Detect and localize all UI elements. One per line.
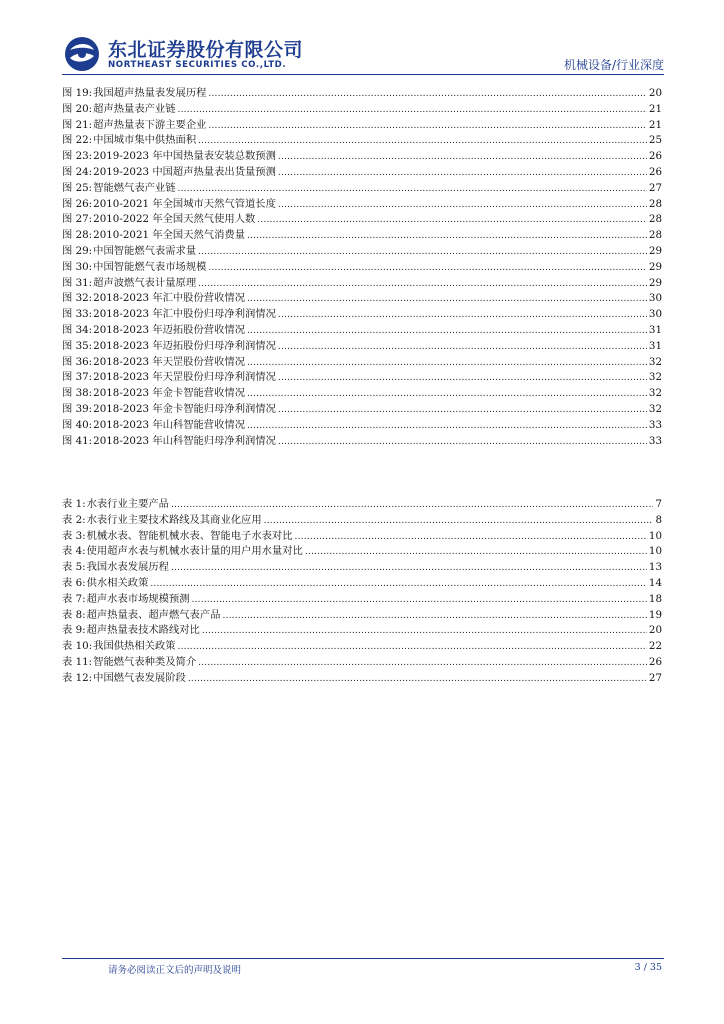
report-category: 机械设备/行业深度: [563, 58, 664, 72]
entry-title: 我国超声热量表发展历程: [93, 87, 207, 99]
entry-label: 图 29:: [62, 244, 93, 257]
table-index-list: [62, 497, 662, 687]
entry-page-number: 26: [648, 150, 662, 163]
entry-label: 图 23:: [62, 150, 93, 163]
entry-page-number: 14: [648, 576, 662, 589]
dot-leader: [247, 356, 647, 372]
entry-label: 表 1:: [62, 498, 86, 510]
entry-page-number: 10: [648, 545, 662, 558]
table-index-entry[interactable]: [62, 655, 662, 671]
table-index-entry[interactable]: [62, 576, 662, 592]
entry-label: 表 2:: [62, 513, 86, 526]
entry-label: 图 39:: [62, 402, 93, 415]
figure-index-entry[interactable]: [62, 402, 662, 418]
dot-leader: [178, 103, 647, 119]
entry-title: 超声水表市场规模预测: [86, 592, 190, 605]
entry-title: 2010-2021 年全国城市天然气管道长度: [93, 197, 276, 210]
table-index-entry[interactable]: [62, 513, 662, 529]
entry-label: 表 9:: [62, 624, 86, 637]
entry-label: 图 34:: [62, 323, 93, 336]
entry-label: 图 22:: [62, 134, 93, 147]
dot-leader: [278, 166, 647, 182]
figure-index-entry[interactable]: [62, 133, 662, 149]
entry-label: 图 40:: [62, 418, 93, 431]
figure-index-entry[interactable]: [62, 228, 662, 244]
dot-leader: [295, 530, 647, 546]
entry-title: 供水相关政策: [86, 576, 149, 589]
figure-index-entry[interactable]: [62, 276, 662, 292]
figure-index-entry[interactable]: [62, 370, 662, 386]
dot-leader: [247, 387, 647, 403]
dot-leader: [208, 261, 646, 277]
entry-page-number: 32: [648, 387, 662, 400]
entry-page-number: 28: [648, 229, 662, 242]
dot-leader: [171, 498, 653, 514]
entry-title: 中国智能燃气表需求量: [93, 244, 197, 257]
figure-index-entry[interactable]: [62, 181, 662, 197]
entry-page-number: 21: [648, 102, 662, 115]
table-index-entry[interactable]: [62, 497, 662, 513]
figure-index-entry[interactable]: [62, 212, 662, 228]
dot-leader: [222, 609, 646, 625]
entry-title: 2018-2023 年金卡智能营收情况: [93, 387, 245, 400]
figure-index-entry[interactable]: [62, 260, 662, 276]
entry-label: 图 28:: [62, 229, 93, 242]
entry-title: 2018-2023 年汇中股份归母净利润情况: [93, 308, 276, 321]
entry-title: 2018-2023 年山科智能营收情况: [93, 418, 245, 431]
figure-index-entry[interactable]: [62, 165, 662, 181]
entry-page-number: 29: [648, 244, 662, 257]
entry-title: 2010-2022 年全国天然气使用人数: [93, 213, 256, 226]
dot-leader: [247, 292, 647, 308]
entry-label: 表 8:: [62, 608, 86, 621]
table-index-entry[interactable]: [62, 560, 662, 576]
entry-page-number: 32: [648, 402, 662, 415]
entry-page-number: 33: [648, 434, 662, 447]
entry-title: 2019-2023 年中国热量表安装总数预测: [93, 150, 276, 163]
footer-divider: [62, 958, 664, 959]
entry-title: 2018-2023 年天罡股份营收情况: [93, 355, 245, 368]
figure-index-entry[interactable]: [62, 291, 662, 307]
dot-leader: [150, 577, 647, 593]
entry-label: 图 35:: [62, 339, 93, 352]
entry-label: 表 4:: [62, 545, 86, 558]
entry-label: 图 33:: [62, 308, 93, 321]
dot-leader: [247, 419, 647, 435]
page-number: 3 / 35: [634, 962, 662, 973]
entry-title: 智能燃气表产业链: [93, 181, 176, 194]
entry-page-number: 32: [648, 355, 662, 368]
entry-label: 图 37:: [62, 371, 93, 384]
entry-title: 2018-2023 年天罡股份归母净利润情况: [93, 371, 276, 384]
entry-title: 机械水表、智能机械水表、智能电子水表对比: [86, 529, 293, 542]
entry-title: 水表行业主要技术路线及其商业化应用: [86, 513, 262, 526]
entry-page-number: 10: [648, 529, 662, 542]
entry-title: 智能燃气表种类及简介: [93, 655, 197, 668]
dot-leader: [198, 134, 647, 150]
figure-index-entry[interactable]: [62, 339, 662, 355]
dot-leader: [278, 403, 647, 419]
dot-leader: [264, 514, 654, 530]
entry-label: 表 6:: [62, 576, 86, 589]
table-index-entry[interactable]: [62, 529, 662, 545]
entry-page-number: 27: [648, 181, 662, 194]
dot-leader: [171, 561, 647, 577]
entry-label: 图 38:: [62, 387, 93, 400]
figure-index-entry[interactable]: [62, 102, 662, 118]
entry-label: 图 19:: [62, 87, 93, 99]
page-header: [62, 34, 664, 74]
entry-label: 表 12:: [62, 671, 93, 684]
figure-index-entry[interactable]: [62, 323, 662, 339]
dot-leader: [198, 277, 647, 293]
company-logo-icon: [64, 36, 100, 72]
entry-page-number: 27: [648, 671, 662, 684]
entry-title: 我国供热相关政策: [93, 640, 176, 653]
footer-disclaimer: 请务必阅读正文后的声明及说明: [108, 965, 242, 976]
figure-index-entry[interactable]: [62, 434, 662, 450]
entry-label: 图 20:: [62, 102, 93, 115]
dot-leader: [278, 308, 647, 324]
figure-index-entry[interactable]: [62, 307, 662, 323]
figure-index-entry[interactable]: [62, 418, 662, 434]
entry-label: 图 27:: [62, 213, 93, 226]
entry-page-number: 19: [648, 608, 662, 621]
table-index-entry[interactable]: [62, 623, 662, 639]
entry-page-number: 22: [648, 640, 662, 653]
entry-page-number: 30: [648, 308, 662, 321]
entry-page-number: 20: [648, 87, 662, 99]
figure-index-entry[interactable]: [62, 86, 662, 102]
dot-leader: [192, 593, 647, 609]
dot-leader: [198, 656, 647, 672]
entry-page-number: 31: [648, 339, 662, 352]
figure-index-entry[interactable]: [62, 386, 662, 402]
figure-index-entry[interactable]: [62, 197, 662, 213]
dot-leader: [278, 435, 647, 451]
entry-label: 表 7:: [62, 592, 86, 605]
entry-page-number: 31: [648, 323, 662, 336]
entry-page-number: 26: [648, 165, 662, 178]
entry-page-number: 29: [648, 260, 662, 273]
entry-page-number: 7: [655, 498, 662, 510]
entry-title: 2018-2023 年金卡智能归母净利润情况: [93, 402, 276, 415]
entry-label: 表 10:: [62, 640, 93, 653]
entry-page-number: 32: [648, 371, 662, 384]
entry-label: 图 25:: [62, 181, 93, 194]
dot-leader: [198, 245, 647, 261]
dot-leader: [178, 640, 647, 656]
table-index-entry[interactable]: [62, 608, 662, 624]
table-index-entry[interactable]: [62, 544, 662, 560]
entry-page-number: 26: [648, 655, 662, 668]
entry-title: 水表行业主要产品: [86, 498, 169, 510]
entry-title: 2019-2023 中国超声热量表出货量预测: [93, 165, 276, 178]
table-index-entry[interactable]: [62, 671, 662, 687]
entry-page-number: 25: [648, 134, 662, 147]
entry-label: 图 21:: [62, 118, 93, 131]
entry-label: 表 3:: [62, 529, 86, 542]
entry-page-number: 28: [648, 213, 662, 226]
entry-title: 2010-2021 年全国天然气消费量: [93, 229, 245, 242]
entry-label: 表 5:: [62, 561, 86, 574]
dot-leader: [257, 213, 647, 229]
entry-label: 图 36:: [62, 355, 93, 368]
entry-page-number: 30: [648, 292, 662, 305]
dot-leader: [278, 371, 647, 387]
entry-page-number: 33: [648, 418, 662, 431]
entry-title: 2018-2023 年迈拓股份营收情况: [93, 323, 245, 336]
entry-title: 使用超声水表与机械水表计量的用户用水量对比: [86, 545, 303, 558]
dot-leader: [247, 229, 647, 245]
entry-title: 中国智能燃气表市场规模: [93, 260, 207, 273]
dot-leader: [178, 182, 647, 198]
entry-title: 超声热量表产业链: [93, 102, 176, 115]
entry-title: 超声热量表、超声燃气表产品: [86, 608, 221, 621]
header-divider: [62, 74, 664, 75]
entry-label: 图 32:: [62, 292, 93, 305]
entry-label: 图 24:: [62, 165, 93, 178]
entry-label: 图 30:: [62, 260, 93, 273]
entry-page-number: 18: [648, 592, 662, 605]
entry-page-number: 29: [648, 276, 662, 289]
entry-page-number: 20: [648, 624, 662, 637]
entry-title: 2018-2023 年迈拓股份归母净利润情况: [93, 339, 276, 352]
dot-leader: [188, 672, 647, 688]
dot-leader: [247, 324, 647, 340]
entry-title: 中国燃气表发展阶段: [93, 671, 186, 684]
figure-index-entry[interactable]: [62, 244, 662, 260]
entry-label: 图 31:: [62, 276, 93, 289]
entry-title: 中国城市集中供热面积: [93, 134, 197, 147]
figure-index-entry[interactable]: [62, 149, 662, 165]
entry-title: 我国水表发展历程: [86, 561, 169, 574]
entry-page-number: 28: [648, 197, 662, 210]
figure-index-list: [62, 86, 662, 449]
entry-page-number: 13: [648, 561, 662, 574]
entry-title: 超声波燃气表计量原理: [93, 276, 197, 289]
company-name-cn: 东北证券股份有限公司: [108, 39, 304, 61]
table-index-entry[interactable]: [62, 639, 662, 655]
entry-label: 图 41:: [62, 434, 93, 447]
entry-page-number: 8: [655, 513, 662, 526]
table-index-entry[interactable]: [62, 592, 662, 608]
entry-title: 超声热量表技术路线对比: [86, 624, 200, 637]
entry-page-number: 21: [648, 118, 662, 131]
dot-leader: [208, 119, 646, 135]
figure-index-entry[interactable]: [62, 118, 662, 134]
entry-title: 2018-2023 年山科智能归母净利润情况: [93, 434, 276, 447]
figure-index-entry[interactable]: [62, 355, 662, 371]
dot-leader: [202, 624, 647, 640]
dot-leader: [278, 340, 647, 356]
dot-leader: [278, 150, 647, 166]
entry-label: 表 11:: [62, 655, 93, 668]
entry-title: 2018-2023 年汇中股份营收情况: [93, 292, 245, 305]
company-name-en: NORTHEAST SECURITIES CO.,LTD.: [108, 60, 287, 70]
dot-leader: [305, 545, 647, 561]
dot-leader: [278, 198, 647, 214]
entry-title: 超声热量表下游主要企业: [93, 118, 207, 131]
dot-leader: [208, 87, 646, 103]
entry-label: 图 26:: [62, 197, 93, 210]
